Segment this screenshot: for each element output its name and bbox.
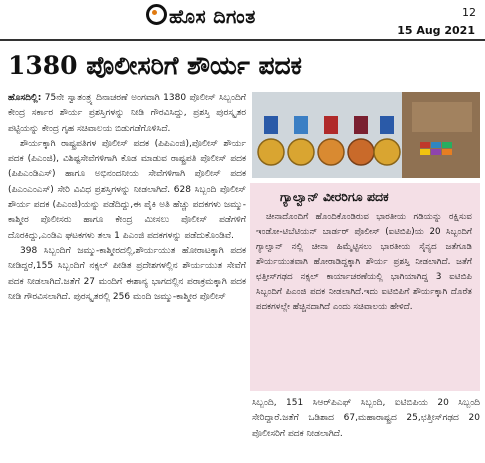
article-headline: 1380 ಪೊಲೀಸರಿಗೆ ಶೌರ್ಯ ಪದಕ [8, 51, 302, 80]
medals-photo [252, 92, 480, 178]
medals-photo-icon [252, 92, 480, 178]
sidebar-box-body [256, 210, 472, 315]
article-paragraph-text: 75ನೇ ಸ್ವಾತಂತ್ರ್ಯ ದಿನಾಚರಣೆ ಅಂಗವಾಗಿ 1380 ಪೊಲೀಸ್ ಸಿಬ್ಬಂದಿಗೆ ಕೇಂದ್ರ ಸರ್ಕಾರ ಶೌರ್ಯ ಪ್ರಶಸ್ತಿಗಳನ್ನು ನೀಡಿ ಗೌರವಿಸಿದ್ದು, ಪ್ರಶಸ್ತಿ ಪುರಸ್ಕೃತರ ಪಟ್ಟಿಯನ್ನು ಕೇಂದ್ರ ಗೃಹ ಸಚಿವಾಲಯ ಬಿಡುಗಡೆಗೊಳಿಸಿದೆ. [8, 93, 246, 134]
newspaper-logo [146, 4, 256, 28]
newspaper-title: ಹೊಸ ದಿಗಂತ [169, 6, 256, 28]
sidebar-box [250, 183, 480, 391]
article-paragraph: ಶೌರ್ಯಕ್ಕಾಗಿ ರಾಷ್ಟ್ರಪತಿಗಳ ಪೊಲೀಸ್ ಪದಕ (ಪಿಪಿಎಂಜಿ),ಪೊಲೀಸ್ ಶೌರ್ಯ ಪದಕ (ಪಿಎಂಜಿ), ವಿಶಿಷ್ಟಸೇವೆಗಳಿಗಾಗಿ ಕೊಡ ಮಾಡುವ ರಾಷ್ಟ್ರಪತಿ ಪೊಲೀಸ್ ಪದಕ (ಪಿಪಿಎಂಡಿಎಸ್) ಹಾಗೂ ಅಭಿನಂದನೀಯ ಸೇವೆಗಳಿಗಾಗಿ ಪೊಲೀಸ್ ಪದಕ (ಪಿಎಂಎಂಎಸ್) ಸೇರಿ ವಿವಿಧ ಪ್ರಶಸ್ತಿಗಳನ್ನು ನೀಡಲಾಗಿದೆ. 628 ಸಿಬ್ಬಂದಿ ಪೊಲೀಸ್ ಶೌರ್ಯ ಪದಕ (ಪಿಎಂಜಿ)ಯನ್ನು ಪಡೆದಿದ್ದು,ಈ ಪೈಕಿ ಅತಿ ಹೆಚ್ಚು ಪದಕಗಳು ಜಮ್ಮು-ಕಾಶ್ಮೀರ ಪೊಲೀಸರು ಹಾಗೂ ಕೇಂದ್ರ ಮೀಸಲು ಪೊಲೀಸ್ ಪಡೆಗಳಿಗೆ ದೊರಕಿದ್ದು,ಎಂಡಿಎ ಘಟಕಗಳು ತಲಾ 1 ಪಿಎಂಜಿ ಪದಕಗಳನ್ನು ಪಡೆದುಕೊಂಡಿವೆ. [8, 138, 246, 241]
article-dateline: ಹೊಸದಿಲ್ಲಿ: [8, 93, 42, 103]
sidebar-box-paragraph: ಚೀನಾದೊಂದಿಗೆ ಹೊಂದಿಕೊಂಡಿರುವ ಭಾರತೀಯ ಗಡಿಯನ್ನು ರಕ್ಷಿಸುವ ಇಂಡೋ-ಟಿಬೆಟಿಯನ್ ಬಾರ್ಡರ್ ಪೊಲೀಸ್ (ಐಟಿಬಿಪಿ)ಯ 20 ಸಿಬ್ಬಂದಿಗೆ ಗ್ಯಾಲ್ವಾನ್ ನಲ್ಲಿ ಚೀನಾ ಹಿಮ್ಮೆಟ್ಟಿಸಲು ಭಾರತೀಯ ಸೈನ್ಯದ ಜತೆಗೂಡಿ ಶೌರ್ಯಯುತವಾಗಿ ಹೋರಾಡಿದ್ದಕ್ಕಾಗಿ ಶೌರ್ಯ ಪ್ರಶಸ್ತಿ ನೀಡಲಾಗಿದೆ. ಜತೆಗೆ ಛತ್ತೀಸ್‌ಗಢದ ನಕ್ಸಲ್ ಕಾರ್ಯಾಚರಣೆಯಲ್ಲಿ ಭಾಗಿಯಾಗಿದ್ದ 3 ಐಟಿಬಿಪಿ ಸಿಬ್ಬಂದಿಗೆ ಪಿಎಂಜಿ ಪದಕ ನೀಡಲಾಗಿದೆ.ಇದು ಐಟಿಬಿಪಿಗೆ ಶೌರ್ಯಕ್ಕಾಗಿ ದೊರೆತ ಪದಕಗಳಲ್ಲೇ ಹೆಚ್ಚಿನದಾಗಿದೆ ಎಂದು ಸಚಿವಾಲಯ ಹೇಳಿದೆ. [256, 212, 472, 312]
masthead [0, 0, 485, 37]
article-paragraph [8, 91, 246, 137]
article-body-left-column [8, 91, 246, 305]
sidebar-box-title: ಗ್ಯಾಲ್ವಾನ್ ವೀರರಿಗೂ ಪದಕ [280, 189, 389, 204]
masthead-divider [0, 39, 485, 41]
article-paragraph: 398 ಸಿಬ್ಬಂದಿಗೆ ಜಮ್ಮು-ಕಾಶ್ಮೀರದಲ್ಲಿ,ಶೌರ್ಯಯುತ ಹೋರಾಟಕ್ಕಾಗಿ ಪದಕ ನೀಡಿದ್ದರೆ,155 ಸಿಬ್ಬಂದಿಗೆ ನಕ್ಸಲ್ ಪೀಡಿತ ಪ್ರದೇಶಗಳಲ್ಲಿನ ಶೌರ್ಯಯುತ ಸೇವೆಗೆ ಪದಕ ನೀಡಲಾಗಿದೆ.ಜತೆಗೆ 27 ಮಂದಿಗೆ ಈಶಾನ್ಯ ಭಾಗದಲ್ಲಿನ ಪರಾಕ್ರಮಕ್ಕಾಗಿ ಪದಕ ನೀಡಿ ಗೌರವಿಸಲಾಗಿದೆ. ಪುರಸ್ಕೃತರಲ್ಲಿ 256 ಮಂದಿ ಜಮ್ಮು-ಕಾಶ್ಮೀರ ಪೊಲೀಸ್ [8, 245, 246, 302]
article-continuation: ಸಿಬ್ಬಂದಿ, 151 ಸಿಆರ್‌ಪಿಎಫ್ ಸಿಬ್ಬಂದಿ, ಐಟಿಬಿಪಿಯ 20 ಸಿಬ್ಬಂದಿ ಸೇರಿದ್ದಾರೆ.ಜತೆಗೆ ಒಡಿಶಾದ 67,ಮಹಾರಾಷ್ಟ್ರದ 25,ಛತ್ತೀಸ್‌ಗಢದ 20 ಪೊಲೀಸರಿಗೆ ಪದಕ ನೀಡಲಾಗಿದೆ. [252, 398, 480, 439]
page-number: 12 [462, 6, 476, 19]
publication-date: 15 Aug 2021 [397, 24, 475, 37]
newspaper-logo-icon [146, 4, 167, 25]
